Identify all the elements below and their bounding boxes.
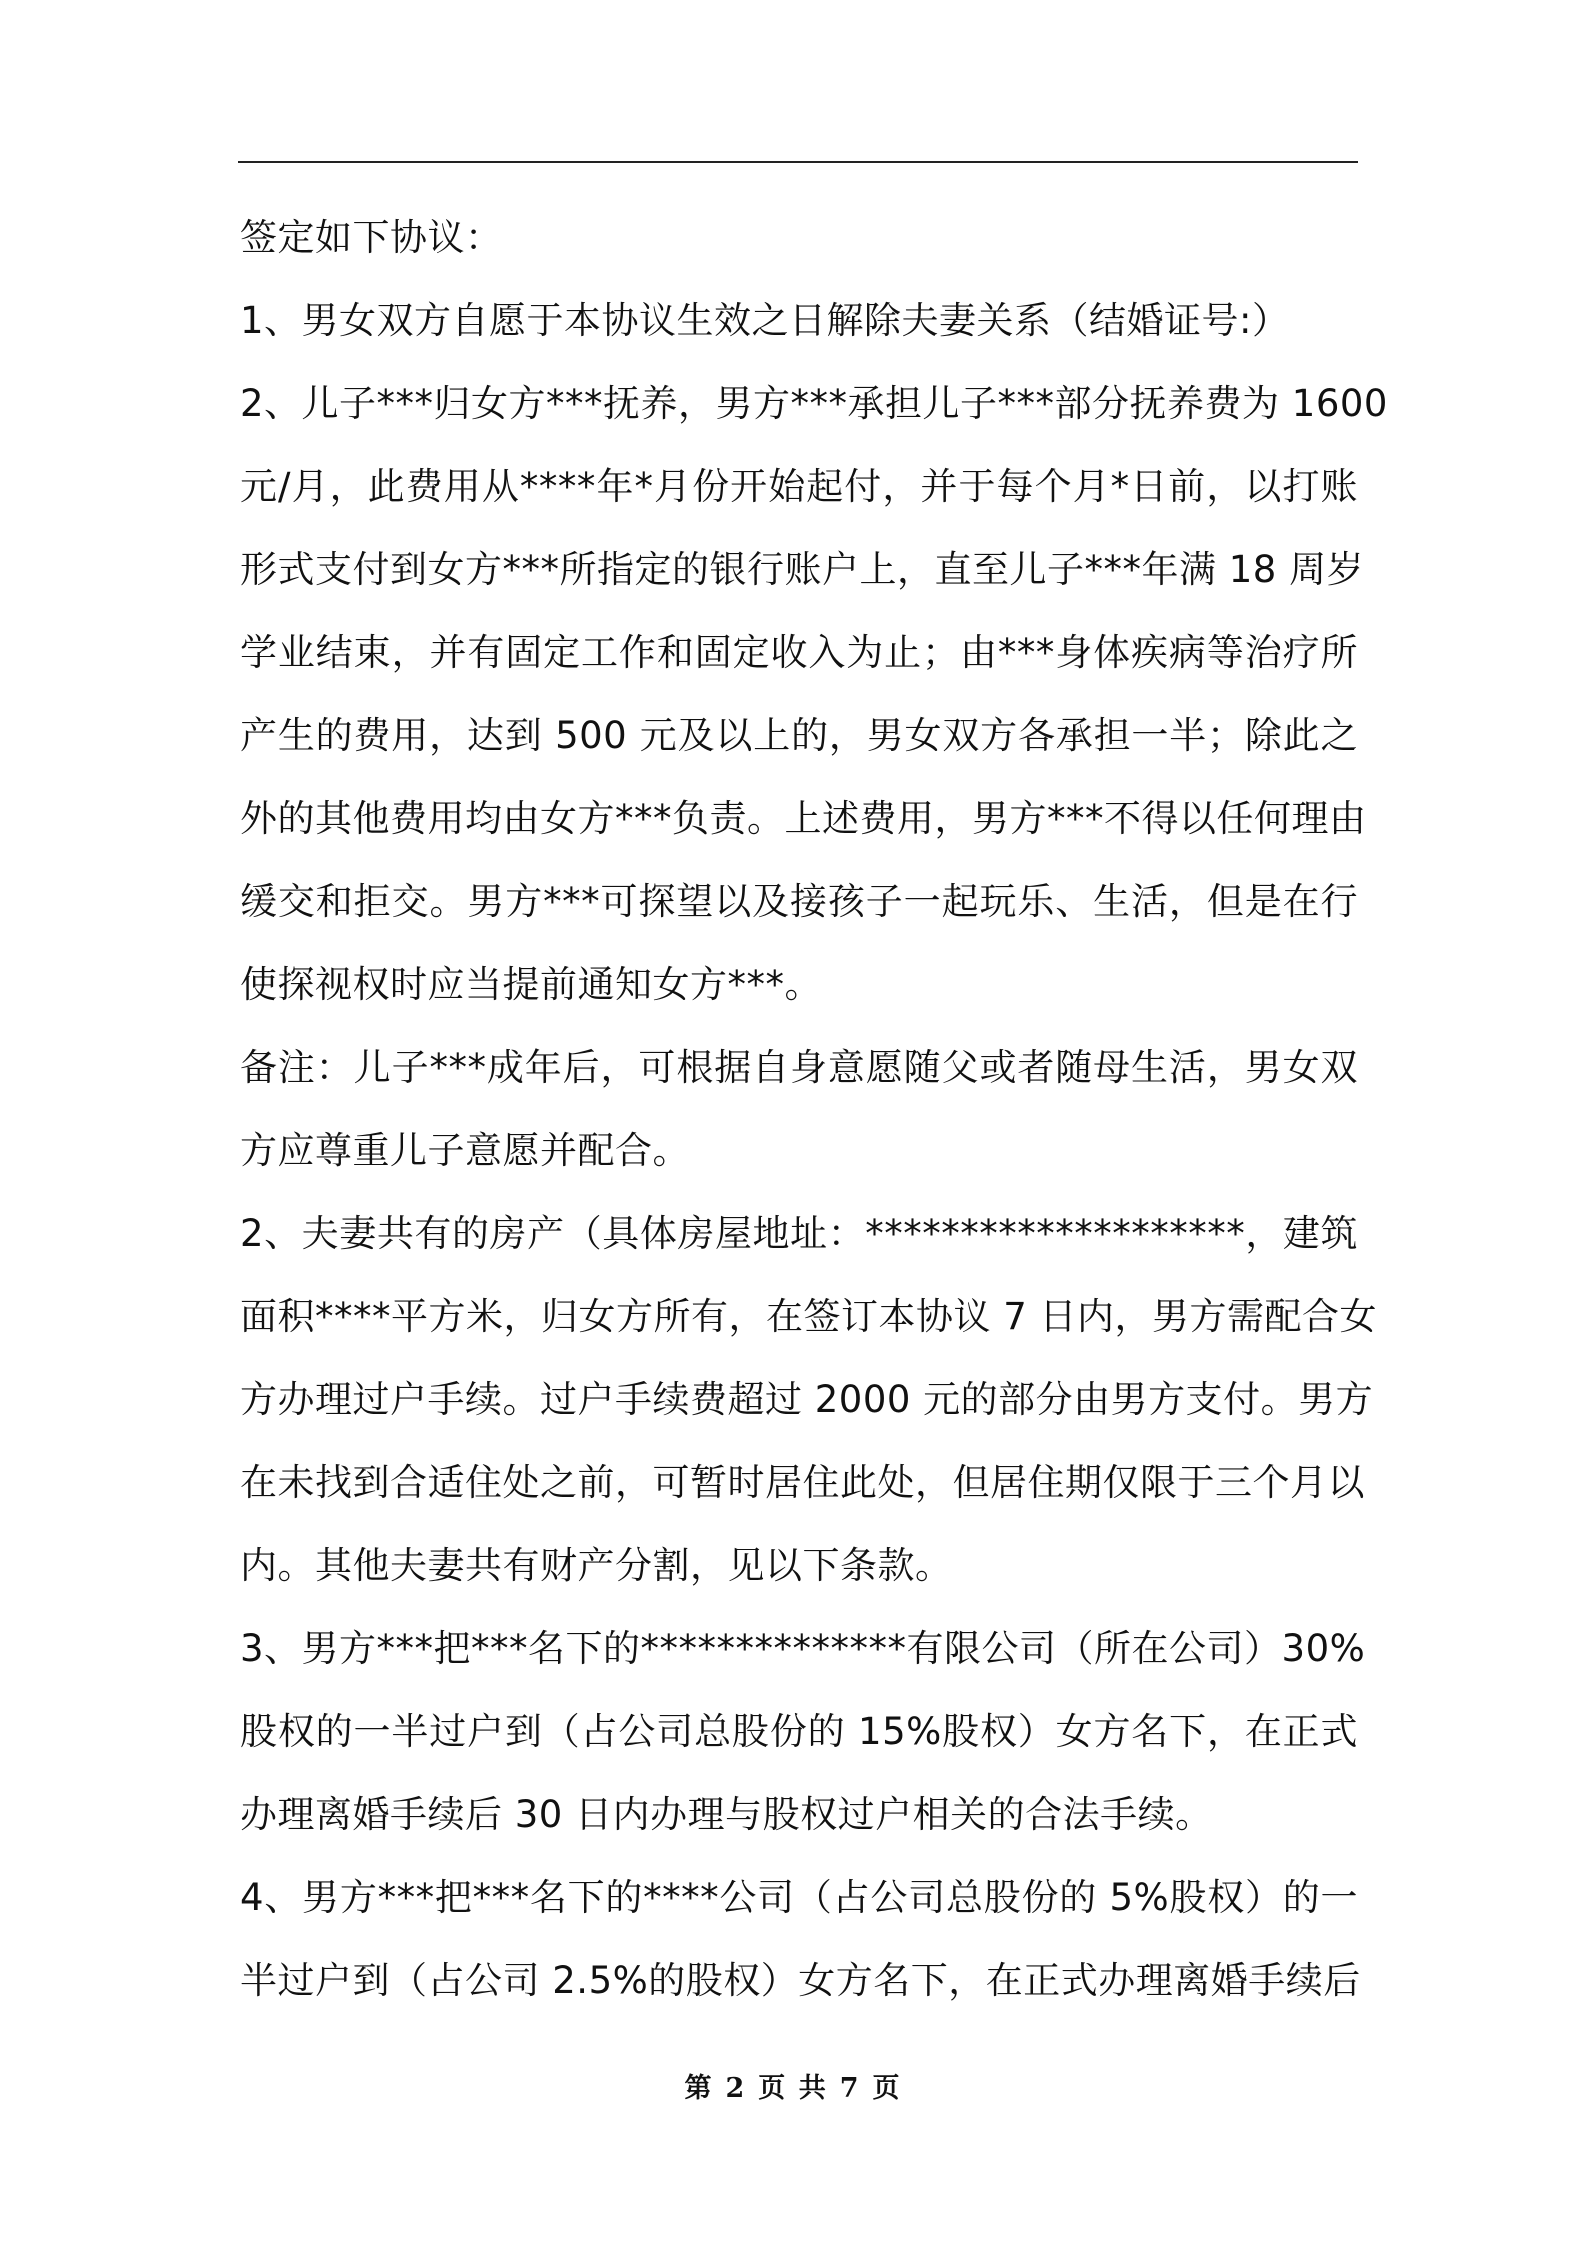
- page-footer: [0, 2066, 1586, 2105]
- text-line: 方办理过户手续。过户手续费超过 2000 元的部分由男方支付。男方: [240, 1378, 1374, 1421]
- page-number: 2: [725, 2073, 747, 2104]
- text-line: 内。其他夫妻共有财产分割，见以下条款。: [240, 1544, 953, 1587]
- text-line: 产生的费用，达到 500 元及以上的，男女双方各承担一半；除此之: [240, 714, 1358, 757]
- footer-prefix: 第: [684, 2073, 714, 2104]
- text-line: 形式支付到女方***所指定的银行账户上，直至儿子***年满 18 周岁: [240, 548, 1365, 591]
- text-line: 半过户到（占公司 2.5%的股权）女方名下，在正式办理离婚手续后: [240, 1959, 1361, 2002]
- text-line: 2、儿子***归女方***抚养，男方***承担儿子***部分抚养费为 1600: [240, 382, 1388, 425]
- document-text: [240, 196, 1388, 2022]
- text-line: 1、男女双方自愿于本协议生效之日解除夫妻关系（结婚证号:）: [240, 299, 1290, 342]
- text-line: 4、男方***把***名下的****公司（占公司总股份的 5%股权）的一: [240, 1876, 1358, 1919]
- page-total: 7: [839, 2073, 861, 2104]
- text-line: 在未找到合适住处之前，可暂时居住此处，但居住期仅限于三个月以: [240, 1461, 1365, 1504]
- text-line: 签定如下协议：: [240, 216, 503, 259]
- text-line: 外的其他费用均由女方***负责。上述费用，男方***不得以任何理由: [240, 797, 1367, 840]
- text-line: 元/月，此费用从****年*月份开始起付，并于每个月*日前，以打账: [240, 465, 1358, 508]
- text-line: 学业结束，并有固定工作和固定收入为止；由***身体疾病等治疗所: [240, 631, 1358, 674]
- text-line: 方应尊重儿子意愿并配合。: [240, 1129, 690, 1172]
- text-line: 使探视权时应当提前通知女方***。: [240, 963, 822, 1006]
- text-line: 2、夫妻共有的房产（具体房屋地址：********************，建筑: [240, 1212, 1358, 1255]
- document-body: [240, 196, 1388, 2022]
- footer-middle: 页 共: [758, 2073, 828, 2104]
- text-line: 备注：儿子***成年后，可根据自身意愿随父或者随母生活，男女双: [240, 1046, 1358, 1089]
- text-line: 3、男方***把***名下的**************有限公司（所在公司）30%: [240, 1627, 1366, 1670]
- text-line: 股权的一半过户到（占公司总股份的 15%股权）女方名下，在正式: [240, 1710, 1358, 1753]
- text-line: 办理离婚手续后 30 日内办理与股权过户相关的合法手续。: [240, 1793, 1213, 1836]
- header-rule: [238, 161, 1358, 163]
- text-line: 缓交和拒交。男方***可探望以及接孩子一起玩乐、生活，但是在行: [240, 880, 1358, 923]
- text-line: 面积****平方米，归女方所有，在签订本协议 7 日内，男方需配合女: [240, 1295, 1378, 1338]
- footer-suffix: 页: [872, 2073, 902, 2104]
